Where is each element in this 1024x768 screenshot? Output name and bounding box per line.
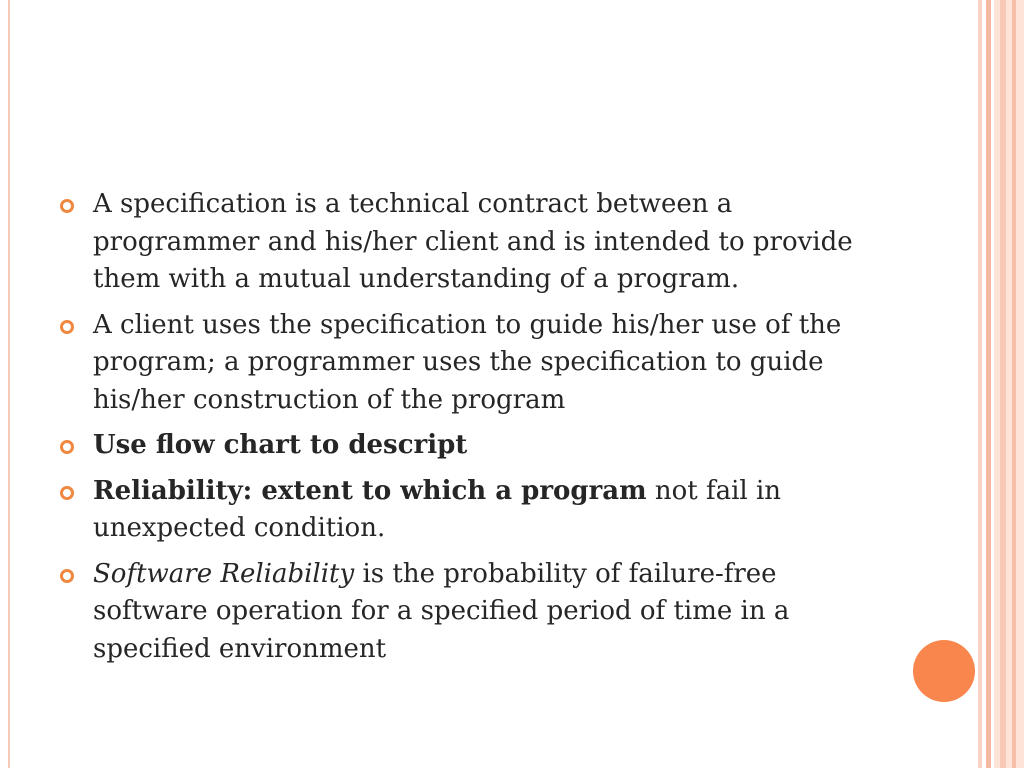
bullet-text: not fail in unexpected condition. (93, 475, 782, 543)
bullet-italic-text: Software Reliability (93, 558, 355, 589)
bullet-bold-text: Use flow chart to descript (93, 430, 468, 460)
bullet-item-flow-chart (60, 427, 890, 465)
stripe (1000, 0, 1006, 768)
bullet-item-software-reliability (60, 556, 890, 669)
bullet-ring-icon (60, 320, 74, 334)
stripe (978, 0, 982, 768)
right-decorative-stripes (978, 0, 1024, 768)
left-border-line (8, 0, 10, 768)
bullet-text: is the probability of failure-free software operation for a specified period of time in a specified environment (93, 558, 790, 664)
slide-body (60, 186, 890, 676)
stripe (994, 0, 1024, 768)
bullet-ring-icon (60, 440, 74, 454)
stripe (1012, 0, 1016, 768)
bullet-ring-icon (60, 199, 74, 213)
bullet-ring-icon (60, 569, 74, 583)
bullet-bold-text: Reliability: extent to which a program (93, 475, 647, 506)
bullet-text: A client uses the specification to guide his/her use of the program; a programmer uses the specification to guide his/her construction of the program (93, 309, 842, 415)
decorative-circle (913, 640, 975, 702)
bullet-text: A specification is a technical contract between a programmer and his/her client and is intended to provide them with a mutual understanding of a program. (93, 189, 853, 294)
bullet-item-client-usage (60, 307, 890, 420)
bullet-item-reliability (60, 473, 890, 548)
bullet-item-specification (60, 186, 890, 299)
bullet-list (60, 186, 890, 668)
bullet-ring-icon (60, 486, 74, 500)
stripe (986, 0, 991, 768)
